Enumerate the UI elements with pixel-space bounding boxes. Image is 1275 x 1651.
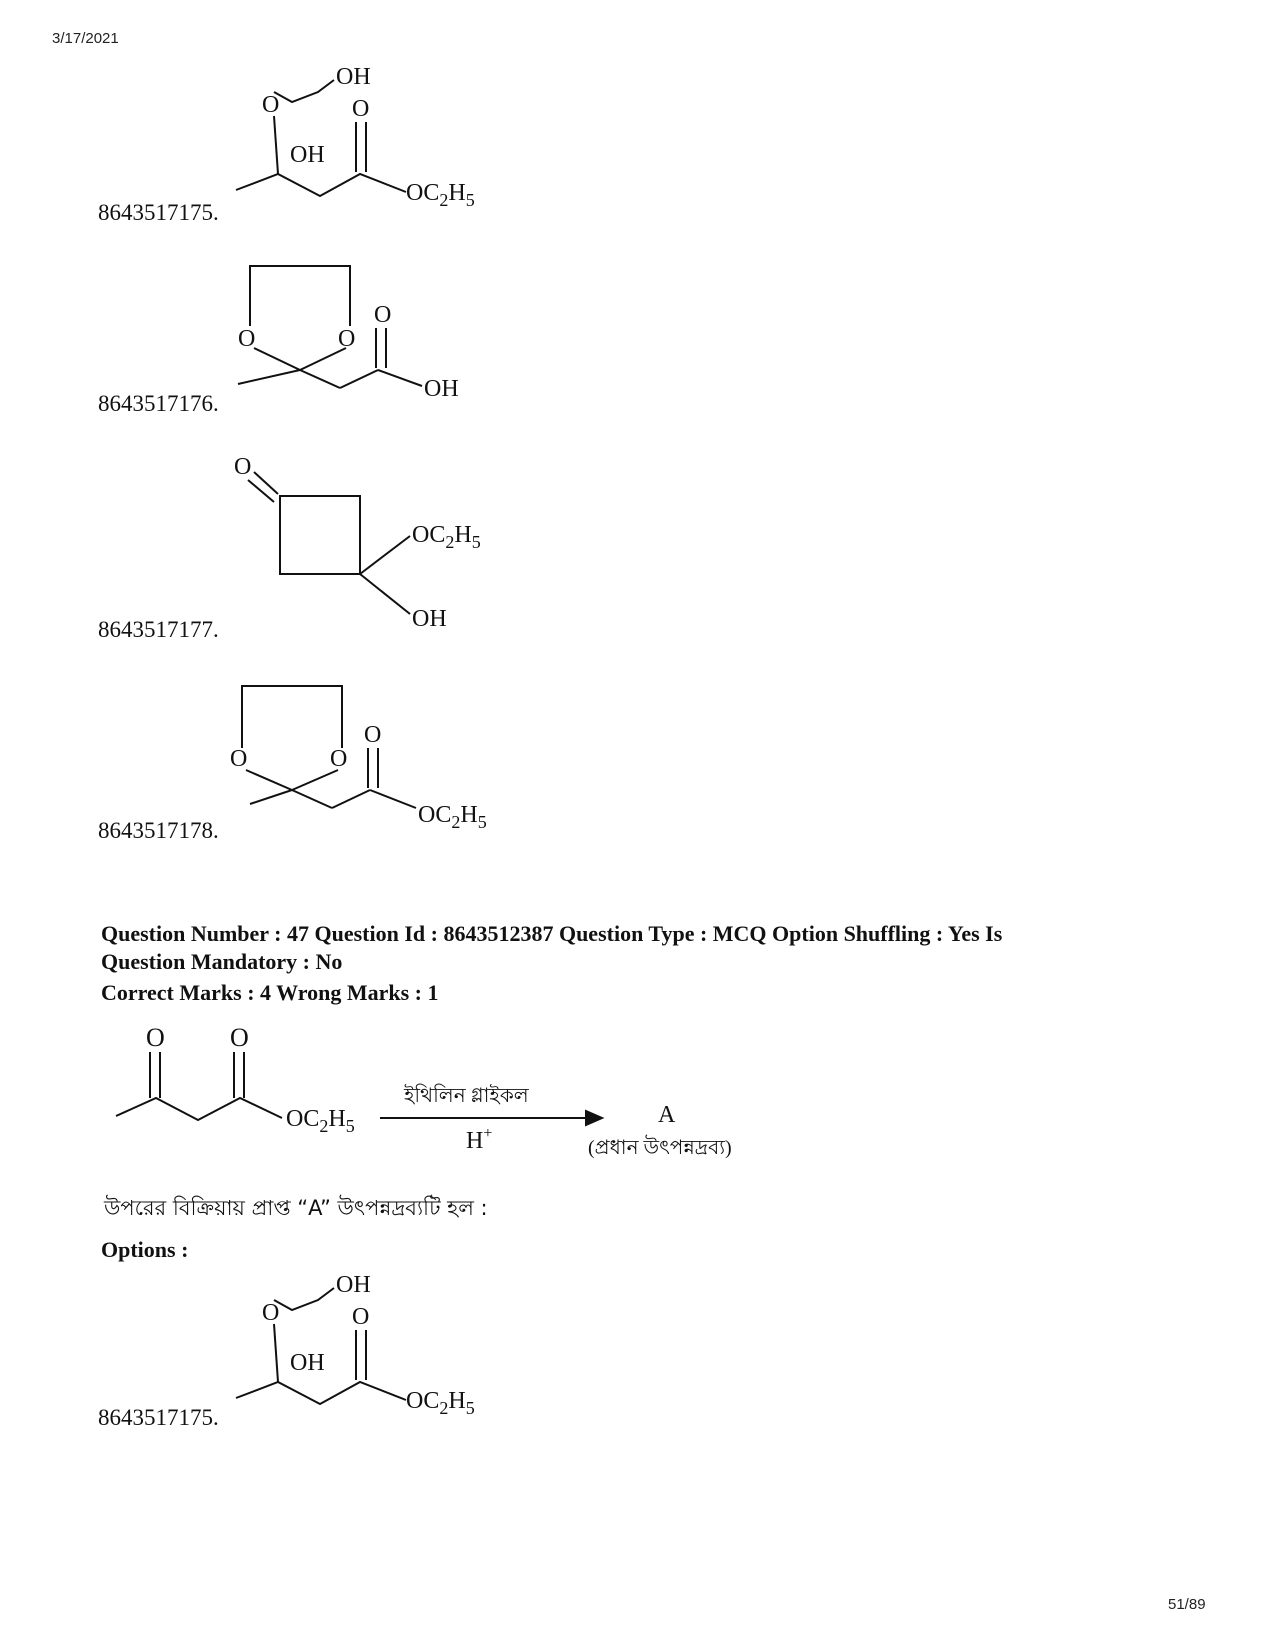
question-header xyxy=(101,920,1201,976)
svg-text:OH: OH xyxy=(290,1350,325,1376)
reaction-scheme xyxy=(110,1018,790,1168)
svg-text:O: O xyxy=(238,326,256,352)
svg-text:O: O xyxy=(364,722,382,748)
svg-text:OH: OH xyxy=(412,606,447,632)
svg-text:OC2H5: $OC_2H_5$ xyxy=(412,522,481,552)
svg-text:O: O xyxy=(234,454,252,480)
option-id: 8643517175. xyxy=(98,200,219,225)
svg-text:O: O xyxy=(352,1304,370,1330)
product-label: A xyxy=(658,1102,676,1128)
svg-text:O: O xyxy=(338,326,356,352)
structure-hydroxyethoxy-ester xyxy=(230,1268,510,1428)
svg-text:O: O xyxy=(230,746,248,772)
page-number: 51/89 xyxy=(1168,1596,1206,1613)
svg-text:O: O xyxy=(352,96,370,122)
print-date: 3/17/2021 xyxy=(52,30,119,47)
reagent-acid: H+ xyxy=(466,1125,493,1154)
structure-dioxolane-acid xyxy=(230,258,490,408)
structure-dioxolane-ester xyxy=(230,678,520,838)
svg-text:O: O xyxy=(262,1300,280,1326)
options-label: Options : xyxy=(101,1237,189,1262)
substituent-label: $OC_2H_5$ xyxy=(286,1106,355,1136)
option-id: 8643517176. xyxy=(98,391,219,416)
svg-text:O: O xyxy=(262,92,280,118)
svg-text:OC2H5: $OC_2H_5$ xyxy=(406,180,475,210)
svg-text:OH: OH xyxy=(336,1272,371,1298)
reagent-ethylene-glycol: ইথিলিন গ্লাইকল xyxy=(404,1085,529,1107)
option-id[interactable]: 8643517175. xyxy=(98,1405,219,1430)
structure-cyclobutanone-hemiketal xyxy=(230,450,520,640)
svg-text:O: O xyxy=(146,1023,165,1052)
option-id: 8643517177. xyxy=(98,617,219,642)
product-note: (প্রধান উৎপন্নদ্রব্য) xyxy=(588,1137,732,1159)
structure-hydroxyethoxy-ester xyxy=(230,60,510,220)
question-header-line-1: Question Number : 47 Question Id : 8643512387 Question Type : MCQ Option Shuffling : Yes Is xyxy=(101,921,1003,946)
svg-text:OH: OH xyxy=(424,376,459,402)
svg-text:O: O xyxy=(230,1023,249,1052)
question-prompt: উপরের বিক্রিয়ায় প্রাপ্ত “A” উৎপন্নদ্রব্যটি হল : xyxy=(104,1196,488,1220)
svg-text:O: O xyxy=(374,302,392,328)
question-marks: Correct Marks : 4 Wrong Marks : 1 xyxy=(101,980,439,1005)
svg-text:O: O xyxy=(330,746,348,772)
option-id: 8643517178. xyxy=(98,818,219,843)
svg-text:OC2H5: $OC_2H_5$ xyxy=(418,802,487,832)
question-header-line-2: Question Mandatory : No xyxy=(101,949,343,974)
svg-text:OC2H5: $OC_2H_5$ xyxy=(406,1388,475,1418)
svg-text:OH: OH xyxy=(290,142,325,168)
svg-text:OH: OH xyxy=(336,64,371,90)
